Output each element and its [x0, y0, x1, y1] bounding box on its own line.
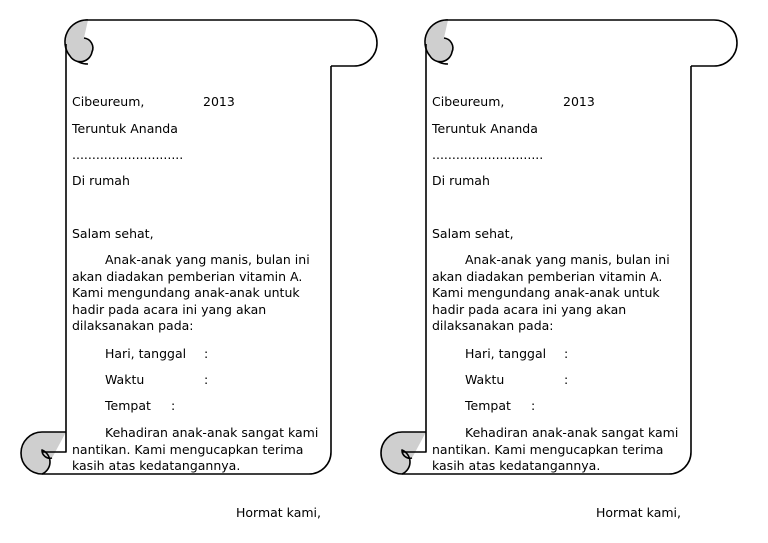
recipient: Teruntuk Ananda [72, 121, 178, 136]
detail-label: Tempat [465, 398, 511, 413]
bottom-curl-icon [21, 432, 66, 474]
body-paragraph: Anak-anak yang manis, bulan ini akan diadakan pemberian vitamin A. Kami mengundang anak-anak untuk hadir pada acara ini yang akan dilaksanakan pada: [72, 252, 310, 333]
detail-label: Waktu [465, 372, 505, 387]
scroll-frame-2 [381, 20, 737, 474]
closing-paragraph: Kehadiran anak-anak sangat kami nantikan. Kami mengucapkan terima kasih atas kedatangannya. [432, 425, 679, 473]
detail-place [105, 398, 176, 415]
recipient-blank: ............................ [72, 147, 184, 162]
scroll-frame-1 [21, 20, 377, 474]
closing-paragraph: Kehadiran anak-anak sangat kami nantikan. Kami mengucapkan terima kasih atas kedatangannya. [72, 425, 319, 473]
detail-colon: : [171, 398, 176, 413]
detail-colon: : [204, 372, 209, 387]
top-curl-icon [425, 20, 453, 62]
detail-colon: : [531, 398, 536, 413]
greeting: Salam sehat, [432, 226, 514, 241]
detail-colon: : [564, 372, 569, 387]
year: 2013 [203, 94, 235, 109]
detail-place [465, 398, 536, 415]
detail-label: Tempat [105, 398, 151, 413]
detail-colon: : [564, 346, 569, 361]
place: Cibeureum, [72, 94, 145, 109]
detail-label: Hari, tanggal [465, 346, 547, 361]
detail-label: Waktu [105, 372, 145, 387]
detail-label: Hari, tanggal [105, 346, 187, 361]
location: Di rumah [72, 173, 130, 188]
place: Cibeureum, [432, 94, 505, 109]
top-curl-icon [65, 20, 93, 62]
detail-colon: : [204, 346, 209, 361]
detail-time [465, 372, 569, 389]
detail-time [105, 372, 209, 389]
greeting: Salam sehat, [72, 226, 154, 241]
signoff: Hormat kami, [236, 505, 321, 520]
body-paragraph: Anak-anak yang manis, bulan ini akan diadakan pemberian vitamin A. Kami mengundang anak-anak untuk hadir pada acara ini yang akan dilaksanakan pada: [432, 252, 670, 333]
year: 2013 [563, 94, 595, 109]
detail-day-date [105, 346, 209, 363]
location: Di rumah [432, 173, 490, 188]
bottom-curl-icon [381, 432, 426, 474]
detail-day-date [465, 346, 569, 363]
recipient: Teruntuk Ananda [432, 121, 538, 136]
recipient-blank: ............................ [432, 147, 544, 162]
signoff: Hormat kami, [596, 505, 681, 520]
